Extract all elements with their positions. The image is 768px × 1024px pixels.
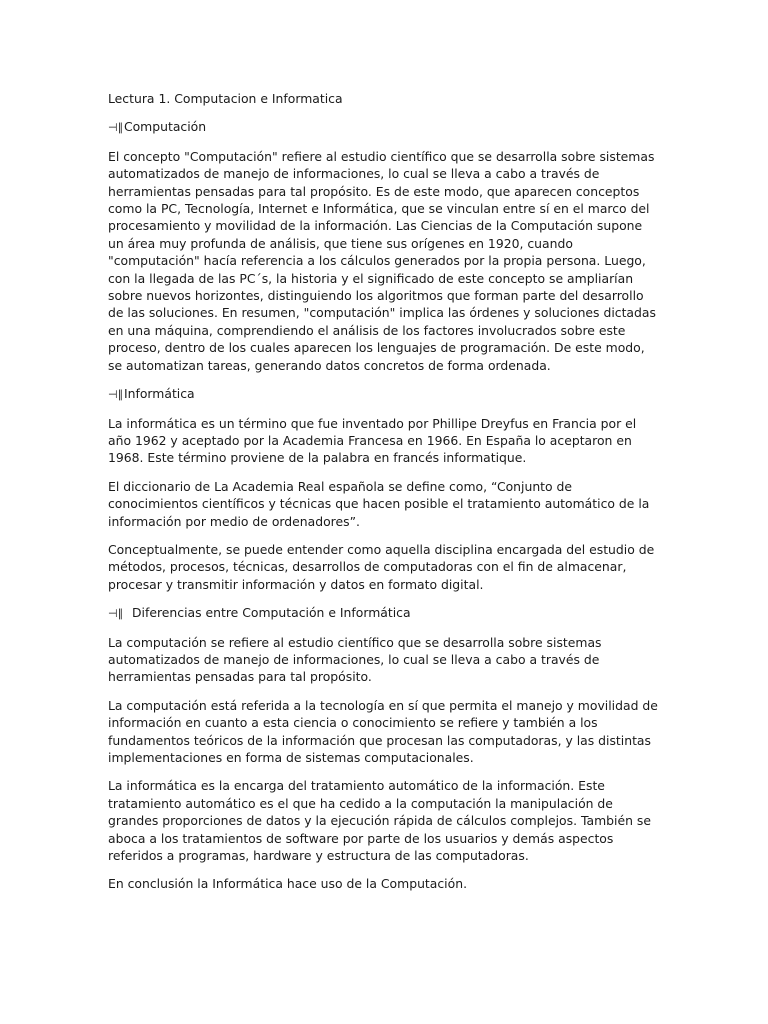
bullet-icon: ⊣∥	[108, 607, 124, 621]
paragraph: La computación se refiere al estudio científico que se desarrolla sobre sistemas automatizados de manejo de informaciones, lo cual se lleva a cabo a través de herramientas pensadas para tal propósito.	[108, 634, 602, 685]
section-heading-informatica	[108, 385, 660, 403]
paragraph: La informática es un término que fue inventado por Phillipe Dreyfus en Francia por el año 1962 y aceptado por la Academia Francesa en 1966. En España lo aceptaron en 1968. Este término proviene de la palabra en francés informatique.	[108, 415, 637, 466]
paragraph: La informática es la encarga del tratamiento automático de la información. Este tratamiento automático es el que ha cedido a la computación la manipulación de grandes proporciones de datos y la ejecución rápida de cálculos complejos. También se aboca a los tratamientos de software por parte de los usuarios y demás aspectos referidos a programas, hardware y estructura de las computadoras.	[108, 778, 651, 864]
section-heading-computacion	[108, 118, 660, 136]
document-title: Lectura 1. Computacion e Informatica	[108, 91, 343, 106]
paragraph: El diccionario de La Academia Real española se define como, “Conjunto de conocimientos científicos y técnicas que hacen posible el tratamiento automático de la información por medio de ordenadores”.	[108, 478, 650, 529]
section-heading-text: Computación	[123, 119, 207, 135]
section-heading-text: Diferencias entre Computación e Informática	[132, 605, 411, 621]
section-heading-diferencias	[108, 604, 660, 622]
paragraph: Conceptualmente, se puede entender como aquella disciplina encargada del estudio de métodos, procesos, técnicas, desarrollos de computadoras con el fin de almacenar, procesar y transmitir información y datos en formato digital.	[108, 541, 655, 592]
bullet-icon: ⊣∥	[108, 388, 124, 402]
paragraph: El concepto "Computación" refiere al estudio científico que se desarrolla sobre sistemas automatizados de manejo de informaciones, lo cual se lleva a cabo a través de herramientas pensadas para tal propósito. Es de este modo, que aparecen conceptos como la PC, Tecnología, Internet e Informática, que se vinculan entre sí en el marco del procesamiento y movilidad de la información. Las Ciencias de la Computación supone un área muy profunda de análisis, que tiene sus orígenes en 1920, cuando "computación" hacía referencia a los cálculos generados por la propia persona. Luego, con la llegada de las PC´s, la historia y el significado de este concepto se ampliarían sobre nuevos horizontes, distinguiendo los algoritmos que forman parte del desarrollo de las soluciones. En resumen, "computación" implica las órdenes y soluciones dictadas en una máquina, comprendiendo el análisis de los factores involucrados sobre este proceso, dentro de los cuales aparecen los lenguajes de programación. De este modo, se automatizan tareas, generando datos concretos de forma ordenada.	[108, 148, 656, 373]
paragraph: En conclusión la Informática hace uso de la Computación.	[108, 876, 468, 892]
section-heading-text: Informática	[123, 386, 195, 402]
document-page	[108, 90, 660, 904]
bullet-icon: ⊣∥	[108, 121, 124, 135]
paragraph: La computación está referida a la tecnología en sí que permita el manejo y movilidad de información en cuanto a esta ciencia o conocimiento se refiere y también a los fundamentos teóricos de la información que procesan las computadoras, y las distintas implementaciones en forma de sistemas computacionales.	[108, 697, 658, 765]
